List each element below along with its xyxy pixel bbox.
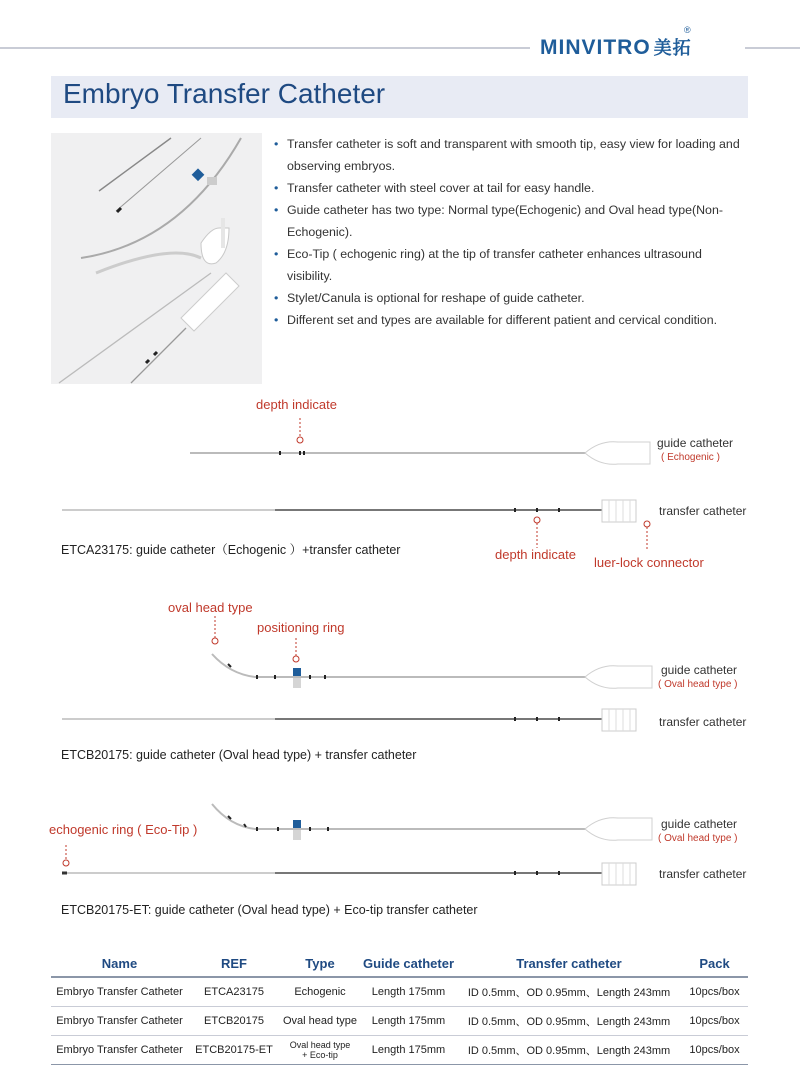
table-header-row — [51, 950, 748, 977]
cell-type-line2: + Eco-tip — [302, 1050, 338, 1060]
brand-name-cn: 美拓 — [653, 38, 692, 59]
feature-item: • Eco-Tip ( echogenic ring) at the tip of transfer catheter enhances ultrasound visibility. — [274, 243, 744, 287]
feature-item: • Different set and types are available for different patient and cervical condition. — [274, 309, 744, 331]
transfer-catheter-label: transfer catheter — [659, 504, 747, 518]
registered-mark: ® — [684, 25, 691, 35]
page-title: Embryo Transfer Catheter — [63, 78, 386, 109]
cell-ref: ETCA23175 — [188, 977, 280, 1007]
cell-pack: 10pcs/box — [681, 1036, 748, 1065]
feature-item: • Transfer catheter with steel cover at tail for easy handle. — [274, 177, 744, 199]
depth-indicate-bottom-label: depth indicate — [495, 547, 576, 562]
cell-type-line1: Oval head type — [289, 1040, 351, 1050]
header-type: Type — [280, 950, 360, 977]
depth-indicate-top-label: depth indicate — [256, 397, 337, 412]
guide-catheter-type: ( Oval head type ) — [658, 833, 738, 844]
oval-head-type-label: oval head type — [168, 600, 253, 615]
transfer-catheter-label: transfer catheter — [659, 715, 747, 729]
table-row — [51, 1036, 748, 1065]
cell-ref: ETCB20175-ET — [188, 1036, 280, 1065]
luer-lock-label: luer-lock connector — [594, 555, 704, 570]
cell-guide: Length 175mm — [360, 977, 457, 1007]
transfer-catheter-label: transfer catheter — [659, 867, 747, 881]
feature-item: • Stylet/Canula is optional for reshape of guide catheter. — [274, 287, 744, 309]
cell-name: Embryo Transfer Catheter — [51, 1007, 188, 1036]
feature-item: • Guide catheter has two type: Normal type(Echogenic) and Oval head type(Non-Echogenic). — [274, 199, 744, 243]
table-row — [51, 977, 748, 1007]
brand-logo — [540, 34, 692, 60]
feature-list — [274, 133, 744, 331]
cell-name: Embryo Transfer Catheter — [51, 977, 188, 1007]
cell-name: Embryo Transfer Catheter — [51, 1036, 188, 1065]
cell-transfer: ID 0.5mm、OD 0.95mm、Length 243mm — [457, 1036, 681, 1065]
guide-catheter-label: guide catheter — [661, 663, 738, 677]
guide-catheter-type: ( Echogenic ) — [661, 452, 720, 463]
cell-transfer: ID 0.5mm、OD 0.95mm、Length 243mm — [457, 977, 681, 1007]
cell-pack: 10pcs/box — [681, 977, 748, 1007]
cell-type — [280, 1036, 360, 1065]
header-rule-left — [0, 47, 530, 49]
header-transfer: Transfer catheter — [457, 950, 681, 977]
diagram3-caption: ETCB20175-ET: guide catheter (Oval head type) + Eco-tip transfer catheter — [61, 903, 478, 917]
header-ref: REF — [188, 950, 280, 977]
spec-table — [51, 950, 748, 1065]
guide-catheter-type: ( Oval head type ) — [658, 679, 738, 690]
echogenic-ring-label: echogenic ring ( Eco-Tip ) — [49, 822, 198, 837]
brand-name: MINVITRO — [540, 36, 651, 59]
guide-catheter-label: guide catheter — [657, 436, 734, 450]
guide-catheter-label: guide catheter — [661, 817, 738, 831]
diagram2-caption: ETCB20175: guide catheter (Oval head type) + transfer catheter — [61, 748, 417, 762]
catheter-illustration — [51, 133, 262, 384]
header-rule-right — [745, 47, 800, 49]
cell-type: Oval head type — [280, 1007, 360, 1036]
diagram1-drawing — [0, 410, 800, 560]
header-guide: Guide catheter — [360, 950, 457, 977]
table-row — [51, 1007, 748, 1036]
header-name: Name — [51, 950, 188, 977]
cell-pack: 10pcs/box — [681, 1007, 748, 1036]
cell-ref: ETCB20175 — [188, 1007, 280, 1036]
header-pack: Pack — [681, 950, 748, 977]
feature-item: • Transfer catheter is soft and transparent with smooth tip, easy view for loading and observing embryos. — [274, 133, 744, 177]
diagram1-caption: ETCA23175: guide catheter（Echogenic ）+transfer catheter — [61, 543, 401, 557]
cell-guide: Length 175mm — [360, 1036, 457, 1065]
cell-transfer: ID 0.5mm、OD 0.95mm、Length 243mm — [457, 1007, 681, 1036]
cell-type: Echogenic — [280, 977, 360, 1007]
positioning-ring-label: positioning ring — [257, 620, 345, 635]
product-photo — [51, 133, 262, 384]
cell-guide: Length 175mm — [360, 1007, 457, 1036]
